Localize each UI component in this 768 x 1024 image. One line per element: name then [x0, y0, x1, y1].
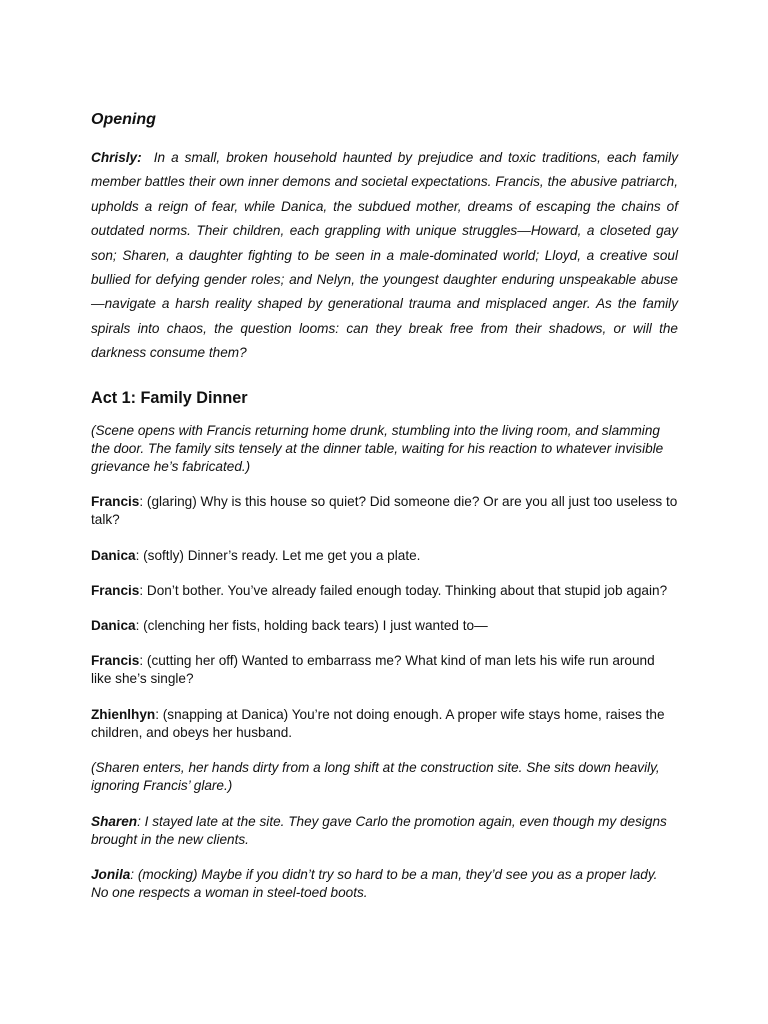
stage-direction: (Scene opens with Francis returning home drunk, stumbling into the living room, and slamming the door. The family sits tensely at the dinner table, waiting for his reaction to whatever invisible grievance he’s fabricated.) — [91, 422, 664, 475]
speaker-name: Danica — [91, 618, 136, 634]
dialogue-line — [91, 813, 678, 849]
opening-text: In a small, broken household haunted by prejudice and toxic traditions, each family member battles their own inner demons and societal expectations. Francis, the abusive patriarch, upholds a reign of fear, while Danica, the subdued mother, dreams of escaping the chains of outdated norms. Their children, each grappling with unique struggles—Howard, a closeted gay son; Sharen, a daughter fighting to be seen in a male-dominated world; Lloyd, a creative soul bullied for defying gender roles; and Nelyn, the youngest daughter enduring unspeakable abuse—navigate a harsh reality shaped by generational trauma and misplaced anger. As the family spirals into chaos, the question looms: can they break free from their shadows, or will the darkness consume them? — [91, 150, 678, 361]
speaker-name: Francis — [91, 582, 140, 598]
dialogue-line — [91, 652, 678, 688]
dialogue-line — [91, 706, 678, 742]
opening-paragraph — [91, 146, 678, 366]
dialogue-text: : (snapping at Danica) You’re not doing enough. A proper wife stays home, raises the children, and obeys her husband. — [91, 706, 665, 740]
dialogue-text: : I stayed late at the site. They gave Carlo the promotion again, even though my designs brought in the new clients. — [91, 813, 667, 847]
stage-direction: (Sharen enters, her hands dirty from a long shift at the construction site. She sits down heavily, ignoring Francis’ glare.) — [91, 760, 660, 794]
dialogue-text: : (mocking) Maybe if you didn’t try so hard to be a man, they’d see you as a proper lady. No one respects a woman in steel-toed boots. — [91, 866, 658, 901]
speaker-name: Danica — [91, 547, 136, 563]
dialogue-line — [91, 617, 678, 635]
dialogue-line — [91, 582, 678, 600]
speaker-name: Francis — [91, 653, 140, 669]
dialogue-line — [91, 493, 678, 529]
dialogue-text: : (cutting her off) Wanted to embarrass me? What kind of man lets his wife run around like she’s single? — [91, 653, 655, 687]
opening-speaker: Chrisly: — [91, 150, 142, 165]
dialogue-line — [91, 547, 678, 565]
dialogue-text: : (softly) Dinner’s ready. Let me get you a plate. — [135, 547, 421, 563]
dialogue-text: : (glaring) Why is this house so quiet? Did someone die? Or are you all just too useless to talk? — [91, 494, 678, 528]
dialogue-text: : Don’t bother. You’ve already failed enough today. Thinking about that stupid job again? — [139, 582, 668, 598]
act1-heading: Act 1: Family Dinner — [91, 388, 248, 407]
opening-heading: Opening — [91, 111, 156, 128]
script-page — [91, 108, 678, 919]
speaker-name: Jonila — [91, 866, 131, 882]
dialogue-line — [91, 866, 678, 902]
speaker-name: Sharen — [91, 813, 138, 829]
speaker-name: Francis — [91, 494, 140, 510]
dialogue-text: : (clenching her fists, holding back tears) I just wanted to— — [135, 618, 488, 634]
speaker-name: Zhienlhyn — [91, 706, 156, 722]
